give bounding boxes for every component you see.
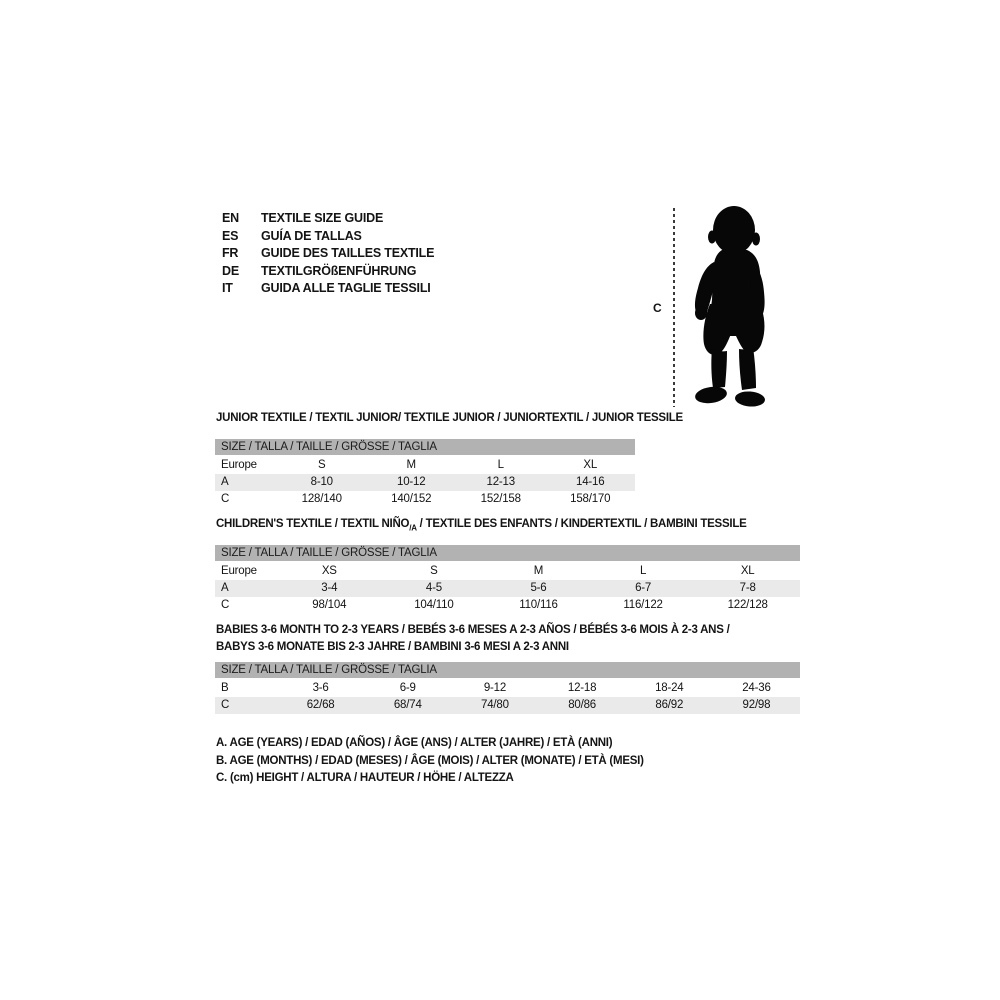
table-row-age [215, 580, 800, 597]
table-cell: 104/110 [414, 599, 454, 611]
junior-size-table [215, 439, 635, 508]
table-cell: 10-12 [397, 476, 426, 488]
table-cell: XL [583, 459, 598, 471]
row-label: Europe [221, 459, 257, 471]
babies-size-table [215, 662, 800, 714]
table-cell: 3-6 [312, 682, 329, 694]
table-cell: M [406, 459, 416, 471]
table-cell: 80/86 [568, 699, 596, 711]
table-cell: S [430, 565, 438, 577]
table-cell: XL [740, 565, 755, 577]
table-cell: 128/140 [301, 493, 342, 505]
lang-label: GUIDE DES TAILLES TEXTILE [261, 246, 435, 261]
table-cell: 98/104 [312, 599, 347, 611]
toddler-silhouette-icon [684, 204, 780, 410]
table-row-age-months [215, 680, 800, 697]
row-label: C [221, 599, 230, 611]
table-cell: 6-9 [399, 682, 416, 694]
table-cell: 110/116 [519, 599, 558, 611]
row-label: C [221, 493, 230, 505]
table-cell: 3-4 [321, 582, 338, 594]
lang-label: GUÍA DE TALLAS [261, 228, 362, 243]
table-cell: 116/122 [623, 599, 663, 611]
height-measure-label: C [653, 301, 662, 315]
lang-code: IT [222, 281, 233, 296]
table-cell: 7-8 [739, 582, 756, 594]
note-age-months: B. AGE (MONTHS) / EDAD (MESES) / ÂGE (MOIS) / ALTER (MONATE) / ETÀ (MESI) [216, 754, 644, 767]
lang-label: GUIDA ALLE TAGLIE TESSILI [261, 281, 431, 296]
lang-label: TEXTILGRÖßENFÜHRUNG [261, 263, 417, 278]
table-cell: XS [321, 565, 337, 577]
lang-label: TEXTILE SIZE GUIDE [261, 211, 384, 225]
table-cell: 68/74 [393, 699, 422, 711]
babies-table-title-line2: BABYS 3-6 MONATE BIS 2-3 JAHRE / BAMBINI 3-6 MESI A 2-3 ANNI [216, 641, 569, 653]
note-age-years: A. AGE (YEARS) / EDAD (AÑOS) / ÂGE (ANS) / ALTER (JAHRE) / ETÀ (ANNI) [216, 737, 613, 749]
table-cell: 6-7 [635, 582, 652, 594]
title-part: / TEXTILE DES ENFANTS / KINDERTEXTIL / BAMBINI TESSILE [416, 518, 747, 530]
table-cell: 8-10 [310, 476, 333, 488]
lang-row-es [222, 228, 434, 246]
table-cell: 12-18 [567, 682, 597, 694]
table-cell: M [533, 565, 544, 577]
lang-code: DE [222, 263, 239, 278]
table-row-europe [215, 457, 635, 474]
table-cell: 122/128 [727, 599, 768, 611]
childrens-table-title [216, 518, 747, 532]
lang-row-fr [222, 245, 434, 263]
size-header-bar: SIZE / TALLA / TAILLE / GRÖSSE / TAGLIA [215, 662, 800, 678]
table-cell: 12-13 [486, 476, 515, 488]
table-cell: 158/170 [570, 493, 611, 505]
table-row-height [215, 697, 800, 714]
size-header-bar: SIZE / TALLA / TAILLE / GRÖSSE / TAGLIA [215, 545, 800, 561]
table-cell: L [497, 459, 504, 471]
table-row-height [215, 597, 800, 614]
title-subscript: /A [409, 523, 417, 533]
row-label: Europe [221, 565, 257, 577]
row-label: A [221, 582, 229, 594]
table-cell: 14-16 [576, 476, 605, 488]
legend-notes [216, 735, 644, 788]
table-cell: 62/68 [306, 699, 335, 711]
table-cell: S [318, 459, 326, 471]
table-cell: 24-36 [742, 682, 771, 694]
note-height-cm: C. (cm) HEIGHT / ALTURA / HAUTEUR / HÖHE / ALTEZZA [216, 772, 514, 785]
lang-code: EN [222, 211, 239, 225]
childrens-size-table [215, 545, 800, 614]
title-part: CHILDREN'S TEXTILE / TEXTIL NIÑO [216, 518, 410, 530]
language-guide [222, 210, 434, 298]
lang-code: ES [222, 228, 239, 243]
table-row-europe [215, 563, 800, 580]
table-cell: 4-5 [425, 582, 442, 594]
lang-row-de [222, 263, 434, 281]
junior-table-title: JUNIOR TEXTILE / TEXTIL JUNIOR/ TEXTILE JUNIOR / JUNIORTEXTIL / JUNIOR TESSILE [216, 412, 683, 424]
table-cell: 5-6 [530, 582, 547, 594]
lang-row-it [222, 280, 434, 298]
height-measure-dotted-line [673, 208, 675, 407]
table-cell: 86/92 [655, 699, 684, 711]
lang-row-en [222, 210, 434, 228]
table-cell: 92/98 [742, 699, 771, 711]
table-cell: 152/158 [480, 493, 521, 505]
row-label: B [221, 682, 229, 694]
table-cell: L [639, 565, 647, 577]
babies-table-title-line1: BABIES 3-6 MONTH TO 2-3 YEARS / BEBÉS 3-6 MESES A 2-3 AÑOS / BÉBÉS 3-6 MOIS À 2-3 ANS / [216, 624, 730, 636]
table-cell: 74/80 [481, 699, 509, 711]
table-row-height [215, 491, 635, 508]
table-cell: 9-12 [483, 682, 507, 694]
size-header-bar: SIZE / TALLA / TAILLE / GRÖSSE / TAGLIA [215, 439, 635, 455]
table-cell: 18-24 [655, 682, 684, 694]
lang-code: FR [222, 246, 239, 261]
table-row-age [215, 474, 635, 491]
row-label: A [221, 476, 229, 488]
row-label: C [221, 699, 230, 711]
table-cell: 140/152 [391, 493, 432, 505]
